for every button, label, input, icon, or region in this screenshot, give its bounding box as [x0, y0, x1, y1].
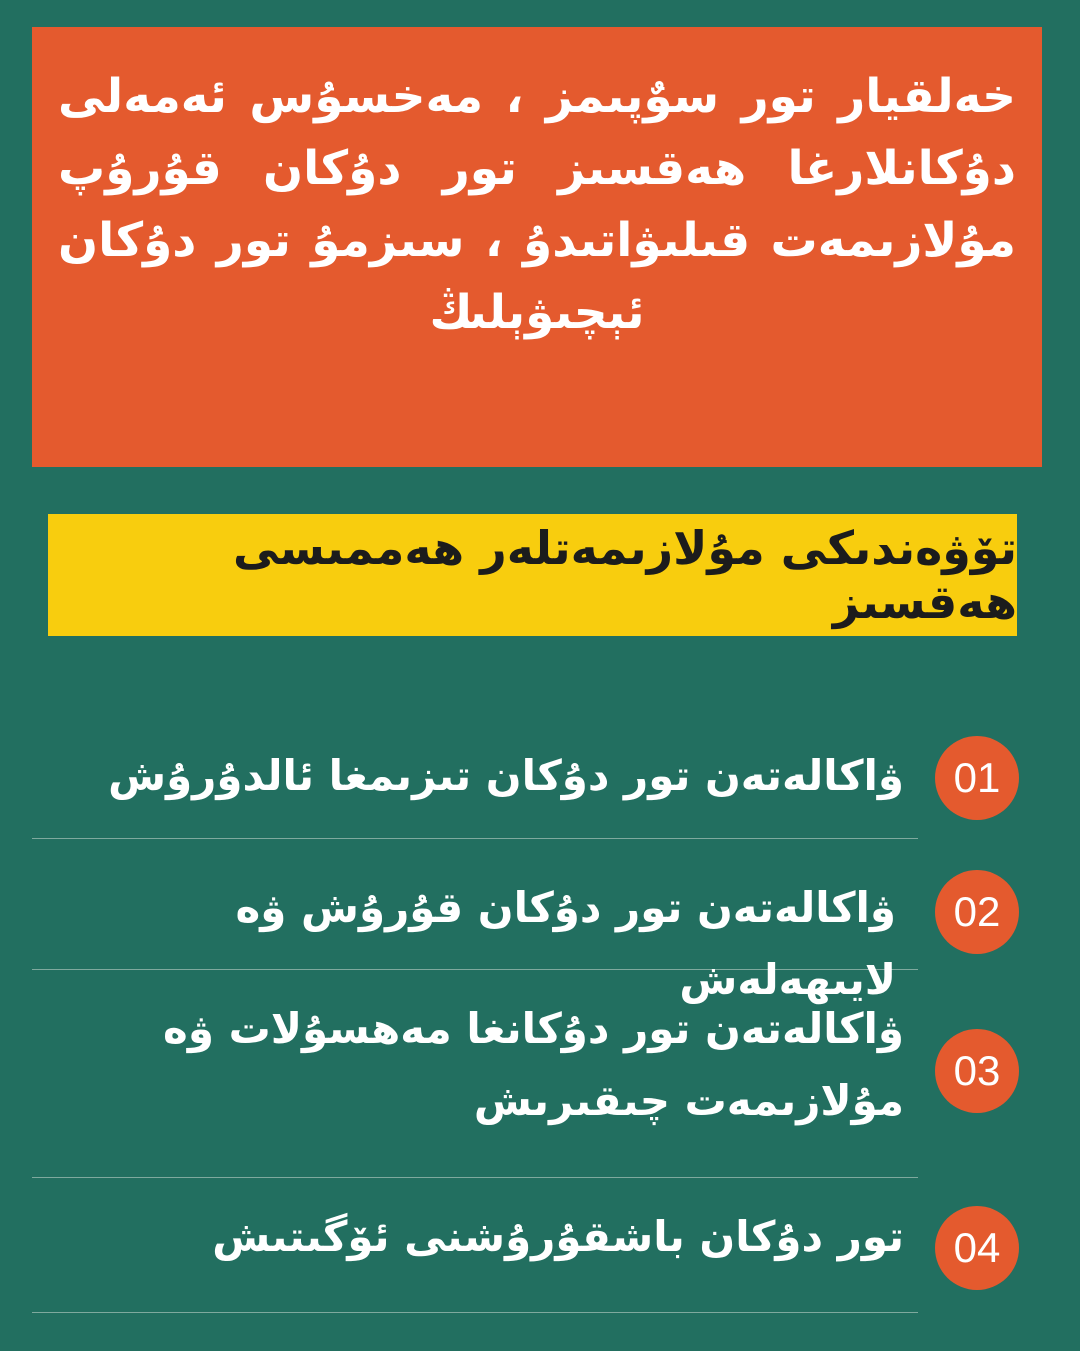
- number-badge: 01: [935, 736, 1019, 820]
- service-item-3: [32, 969, 918, 1178]
- service-item-1: [32, 734, 918, 839]
- number-badge: 02: [935, 870, 1019, 954]
- intro-banner: [32, 27, 1042, 467]
- service-item-text: ۋاكالەتەن تور دۇكان قۇرۇش ۋە لايىھەلەش: [235, 883, 896, 1004]
- number-badge: 04: [935, 1206, 1019, 1290]
- service-item-text: ۋاكالەتەن تور دۇكان تىزىمغا ئالدۇرۇش: [108, 751, 904, 800]
- services-heading: تۆۋەندىكى مۇلازىمەتلەر ھەممىسى ھەقسىز: [232, 521, 1017, 629]
- services-heading-banner: [48, 514, 1017, 636]
- service-item-text: ۋاكالەتەن تور دۇكانغا مەھسۇلات ۋە مۇلازىمەت چىقىرىش: [163, 1004, 904, 1125]
- number-badge: 03: [935, 1029, 1019, 1113]
- service-item-2: [32, 838, 918, 1004]
- service-item-4: [32, 1177, 918, 1313]
- service-item-text: تور دۇكان باشقۇرۇشنى ئۆگىتىش: [212, 1212, 904, 1261]
- intro-text: خەلقيار تور سوٌپىمز ، مەخسۇس ئەمەلى دۇكانلارغا ھەقسىز تور دۇكان قۇرۇپ مۇلازىمەت قىلىۋاتىدۇ ، سىزمۇ تور دۇكان ئېچىۋېلىڭ: [58, 69, 1016, 340]
